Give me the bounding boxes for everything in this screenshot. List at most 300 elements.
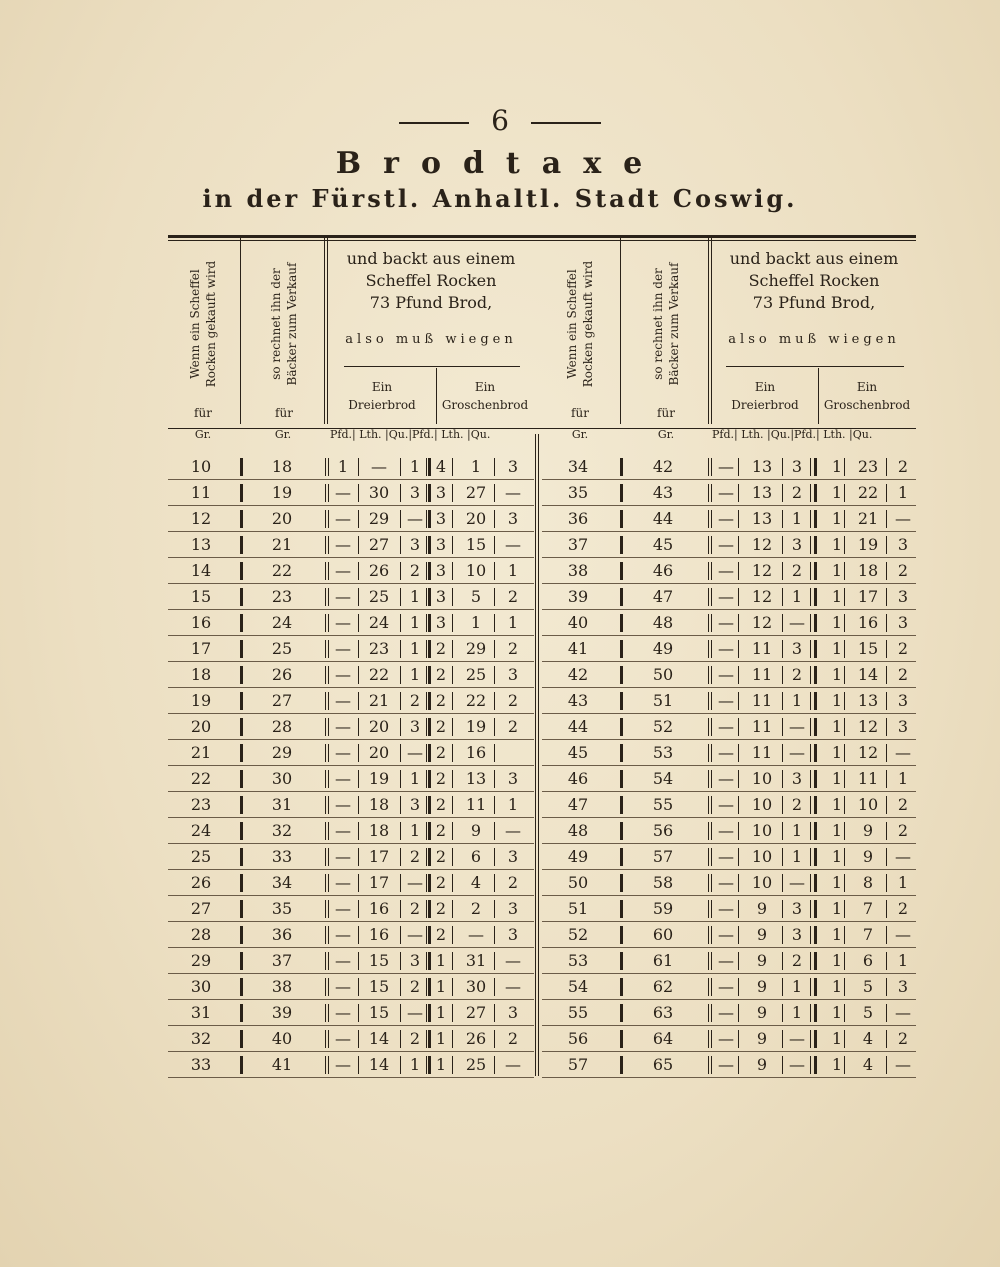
table-row [542,896,916,922]
table-cell: 20 [368,743,390,762]
cell-separator-thin [325,666,326,684]
table-cell: 31 [271,795,293,814]
header-divider [620,238,621,424]
table-cell: 55 [652,795,674,814]
table-cell: — [789,613,805,632]
cell-separator-thin [844,796,845,814]
cell-separator [620,770,623,788]
table-cell: 65 [652,1055,674,1074]
cell-separator-thin [400,458,401,476]
cell-separator [814,796,817,814]
header-col-sells-text: so rechnet ihn der Bäcker zum Verkauf [269,262,299,386]
cell-separator-thin [844,744,845,762]
table-cell: 3 [791,899,803,918]
cell-separator-thin [886,822,887,840]
table-cell: 1 [831,847,843,866]
table-row [168,480,534,506]
cell-separator-thin [738,1056,739,1074]
cell-separator-thin [810,562,811,580]
cell-separator-thin [426,640,427,658]
cell-separator [814,744,817,762]
cell-separator [428,640,431,658]
table-cell: 55 [567,1003,589,1022]
cell-separator-thin [325,614,326,632]
cell-separator-thin [708,458,709,476]
table-cell: 17 [190,639,212,658]
table-cell: 62 [652,977,674,996]
table-cell: — [718,977,734,996]
cell-separator-thin [810,744,811,762]
table-cell: 21 [190,743,212,762]
table-cell: 2 [435,717,447,736]
cell-separator [428,666,431,684]
table-cell: 38 [271,977,293,996]
table-cell: 1 [831,769,843,788]
cell-separator-thin [810,822,811,840]
table-row [542,688,916,714]
table-cell: 35 [271,899,293,918]
table-cell: 45 [567,743,589,762]
table-cell: — [335,873,351,892]
table-cell: 48 [652,613,674,632]
cell-separator [240,874,243,892]
header-divider [324,238,325,424]
cell-separator-thin [400,510,401,528]
cell-separator-thin [358,1030,359,1048]
cell-separator-thin [452,510,453,528]
cell-separator-thin [400,900,401,918]
table-cell: 19 [190,691,212,710]
cell-separator-thin [358,484,359,502]
cell-separator-thin [738,822,739,840]
table-cell: 56 [567,1029,589,1048]
table-cell: 15 [368,977,390,996]
table-cell: 39 [567,587,589,606]
cell-separator-thin [708,926,709,944]
cell-separator [814,822,817,840]
table-cell: 3 [435,535,447,554]
table-cell: — [718,587,734,606]
table-cell: 15 [465,535,487,554]
table-cell: 10 [857,795,879,814]
table-cell: 47 [567,795,589,814]
table-cell: — [718,821,734,840]
cell-separator [428,562,431,580]
cell-separator-thin [711,484,712,502]
table-cell: — [718,457,734,476]
table-cell: 21 [857,509,879,528]
table-cell: 2 [507,639,519,658]
cell-separator-thin [886,510,887,528]
cell-separator-thin [708,978,709,996]
table-cell: 53 [652,743,674,762]
cell-separator-thin [426,484,427,502]
cell-separator-thin [886,484,887,502]
table-cell: 50 [567,873,589,892]
cell-separator-thin [452,1030,453,1048]
cell-separator [814,1030,817,1048]
header-col-bought-text: Wenn ein Scheffel Rocken gekauft wird [188,260,218,388]
cell-separator-thin [711,848,712,866]
table-cell: 29 [465,639,487,658]
cell-separator-thin [400,952,401,970]
table-row [168,610,534,636]
table-cell: — [505,535,521,554]
table-cell: 45 [652,535,674,554]
table-cell: 20 [190,717,212,736]
cell-separator-thin [328,692,329,710]
table-cell: 51 [567,899,589,918]
cell-separator-thin [328,562,329,580]
cell-separator [814,770,817,788]
table-cell: 3 [507,925,519,944]
table-cell: 49 [567,847,589,866]
table-cell: 9 [756,1003,768,1022]
cell-separator-thin [328,666,329,684]
cell-separator-thin [400,822,401,840]
cell-separator-thin [708,1056,709,1074]
cell-separator-thin [452,978,453,996]
table-row [542,948,916,974]
table-row [168,1026,534,1052]
table-cell: 4 [470,873,482,892]
cell-separator-thin [452,900,453,918]
table-cell: — [718,925,734,944]
table-cell: 34 [567,457,589,476]
cell-separator-thin [452,874,453,892]
cell-separator-thin [810,796,811,814]
header-ein: Ein [371,380,393,394]
table-cell: 1 [409,457,421,476]
table-cell: 10 [465,561,487,580]
table-cell: — [895,743,911,762]
cell-separator-thin [452,926,453,944]
table-cell: 20 [368,717,390,736]
cell-separator-thin [738,458,739,476]
cell-separator-thin [711,1030,712,1048]
table-cell: 2 [791,951,803,970]
cell-separator [428,822,431,840]
table-cell: 1 [831,795,843,814]
cell-separator-thin [738,692,739,710]
table-cell: 18 [190,665,212,684]
table-cell: 18 [368,795,390,814]
table-cell: — [718,639,734,658]
table-cell: 25 [368,587,390,606]
header-groschen-label: Groschenbrod [823,398,911,412]
cell-separator-thin [782,458,783,476]
table-cell: 2 [435,795,447,814]
cell-separator [620,1004,623,1022]
cell-separator [240,510,243,528]
table-cell: 19 [271,483,293,502]
header-ein: Ein [754,380,776,394]
cell-separator-thin [844,978,845,996]
table-cell: 2 [409,847,421,866]
table-cell: 33 [271,847,293,866]
table-cell: 2 [897,899,909,918]
cell-separator-thin [494,666,495,684]
cell-separator-thin [886,666,887,684]
cell-separator-thin [426,848,427,866]
table-cell: 19 [857,535,879,554]
table-cell: 11 [190,483,212,502]
cell-separator-thin [400,562,401,580]
cell-separator-thin [738,770,739,788]
cell-separator-thin [708,744,709,762]
table-cell: 23 [368,639,390,658]
table-cell: — [407,509,423,528]
cell-separator [428,770,431,788]
cell-separator-thin [886,640,887,658]
cell-separator [814,1056,817,1074]
unit-gr: Gr. [194,428,212,441]
cell-separator-thin [810,926,811,944]
table-cell: 1 [435,1029,447,1048]
table-cell: 29 [271,743,293,762]
table-cell: 52 [567,925,589,944]
table-cell: 1 [831,899,843,918]
cell-separator-thin [400,1030,401,1048]
page-title: Brodtaxe [335,146,665,181]
cell-separator [240,1004,243,1022]
cell-separator-thin [426,588,427,606]
cell-separator [240,952,243,970]
table-cell: — [335,483,351,502]
table-cell: 2 [897,639,909,658]
cell-separator-thin [400,588,401,606]
table-cell: — [335,613,351,632]
cell-separator-thin [328,614,329,632]
table-cell: 31 [465,951,487,970]
table-row [168,584,534,610]
table-row [542,818,916,844]
header-col-sells [624,244,708,404]
header-fuer: für [657,406,675,420]
table-cell: 1 [507,613,519,632]
cell-separator-thin [400,666,401,684]
cell-separator [814,1004,817,1022]
table-cell: 24 [190,821,212,840]
table-cell: — [718,951,734,970]
table-cell: 46 [567,769,589,788]
table-cell: — [335,795,351,814]
cell-separator-thin [886,978,887,996]
cell-separator-thin [708,874,709,892]
table-cell: 3 [507,899,519,918]
cell-separator-thin [708,770,709,788]
table-cell: 2 [409,977,421,996]
cell-separator [620,536,623,554]
table-cell: 3 [435,587,447,606]
table-cell: 18 [271,457,293,476]
table-cell: 2 [507,691,519,710]
cell-separator [814,458,817,476]
cell-separator-thin [328,458,329,476]
cell-separator-thin [782,666,783,684]
cell-separator-thin [782,718,783,736]
cell-separator-thin [400,536,401,554]
table-cell: 1 [831,951,843,970]
cell-separator [240,588,243,606]
table-cell: 2 [507,1029,519,1048]
cell-separator-thin [426,666,427,684]
table-cell: 25 [190,847,212,866]
cell-separator [428,614,431,632]
cell-separator-thin [782,588,783,606]
cell-separator-thin [738,666,739,684]
table-cell: 1 [831,1029,843,1048]
cell-separator-thin [844,770,845,788]
cell-separator-thin [400,718,401,736]
cell-separator [240,1056,243,1074]
table-cell: 2 [435,821,447,840]
table-cell: 57 [567,1055,589,1074]
cell-separator-thin [400,978,401,996]
table-cell: — [718,665,734,684]
table-cell: 37 [567,535,589,554]
cell-separator [240,458,243,476]
cell-separator-thin [358,926,359,944]
cell-separator [428,744,431,762]
header-ein: Ein [474,380,496,394]
cell-separator-thin [738,484,739,502]
table-cell: 13 [190,535,212,554]
table-cell: 12 [857,717,879,736]
table-row [542,1052,916,1078]
cell-separator-thin [738,1004,739,1022]
table-cell: 43 [652,483,674,502]
cell-separator-thin [426,952,427,970]
table-cell: 22 [368,665,390,684]
center-double-rule [535,434,541,1076]
table-cell: 1 [435,1055,447,1074]
cell-separator-thin [738,562,739,580]
table-row [542,532,916,558]
table-cell: 1 [831,535,843,554]
table-cell: 35 [567,483,589,502]
cell-separator-thin [810,484,811,502]
cell-separator-thin [711,510,712,528]
table-cell: — [718,847,734,866]
table-cell: 2 [435,639,447,658]
cell-separator-thin [325,718,326,736]
table-cell: 17 [857,587,879,606]
cell-separator [428,692,431,710]
table-cell: 3 [507,665,519,684]
header-divider [708,238,709,424]
cell-separator-thin [782,744,783,762]
cell-separator-thin [886,588,887,606]
table-cell: — [335,509,351,528]
cell-separator-thin [711,562,712,580]
cell-separator-thin [782,484,783,502]
cell-separator-thin [886,848,887,866]
cell-separator-thin [494,562,495,580]
table-cell: 36 [271,925,293,944]
cell-separator-thin [810,848,811,866]
cell-separator [428,588,431,606]
table-cell: 23 [271,587,293,606]
cell-separator-thin [426,510,427,528]
table-cell: 10 [751,821,773,840]
cell-separator-thin [328,796,329,814]
cell-separator-thin [782,614,783,632]
cell-separator-thin [328,510,329,528]
cell-separator [814,588,817,606]
cell-separator-thin [810,458,811,476]
table-row [542,662,916,688]
cell-separator-thin [844,1030,845,1048]
cell-separator [240,666,243,684]
table-cell: 3 [897,535,909,554]
table-cell: 19 [465,717,487,736]
table-row [168,948,534,974]
cell-separator [428,874,431,892]
table-cell: 27 [465,1003,487,1022]
table-cell: 24 [368,613,390,632]
table-cell: — [407,1003,423,1022]
table-cell: — [718,691,734,710]
table-cell: 33 [190,1055,212,1074]
cell-separator-thin [426,900,427,918]
table-cell: 12 [751,535,773,554]
table-cell: 23 [190,795,212,814]
cell-separator-thin [886,770,887,788]
cell-separator-thin [810,666,811,684]
cell-separator-thin [711,614,712,632]
table-cell: — [718,561,734,580]
table-row [542,558,916,584]
table-cell: 59 [652,899,674,918]
table-cell: 1 [831,613,843,632]
table-cell: 2 [435,691,447,710]
cell-separator-thin [328,536,329,554]
table-cell: 12 [190,509,212,528]
cell-separator-thin [711,640,712,658]
header-col-sells [244,244,324,404]
cell-separator [620,744,623,762]
cell-separator-thin [328,952,329,970]
table-cell: 2 [897,561,909,580]
table-cell: 2 [897,665,909,684]
table-row [542,740,916,766]
table-cell: 1 [831,743,843,762]
table-cell: — [789,873,805,892]
cell-separator-thin [494,1004,495,1022]
table-cell: 12 [857,743,879,762]
cell-separator [814,692,817,710]
table-cell: 37 [271,951,293,970]
header-bake-line: 73 Pfund Brod, [752,293,876,312]
table-cell: 3 [791,925,803,944]
cell-separator-thin [738,900,739,918]
cell-separator-thin [782,536,783,554]
header-brace [344,366,520,367]
table-cell: 9 [470,821,482,840]
table-cell: 14 [368,1029,390,1048]
cell-separator-thin [708,952,709,970]
table-cell: 13 [857,691,879,710]
cell-separator-thin [844,718,845,736]
row-rule [168,1077,534,1078]
table-cell: 16 [190,613,212,632]
header-bake-line: 73 Pfund Brod, [369,293,493,312]
cell-separator [620,588,623,606]
table-cell: 50 [652,665,674,684]
header-bake-text [712,248,916,314]
table-cell: 3 [435,561,447,580]
